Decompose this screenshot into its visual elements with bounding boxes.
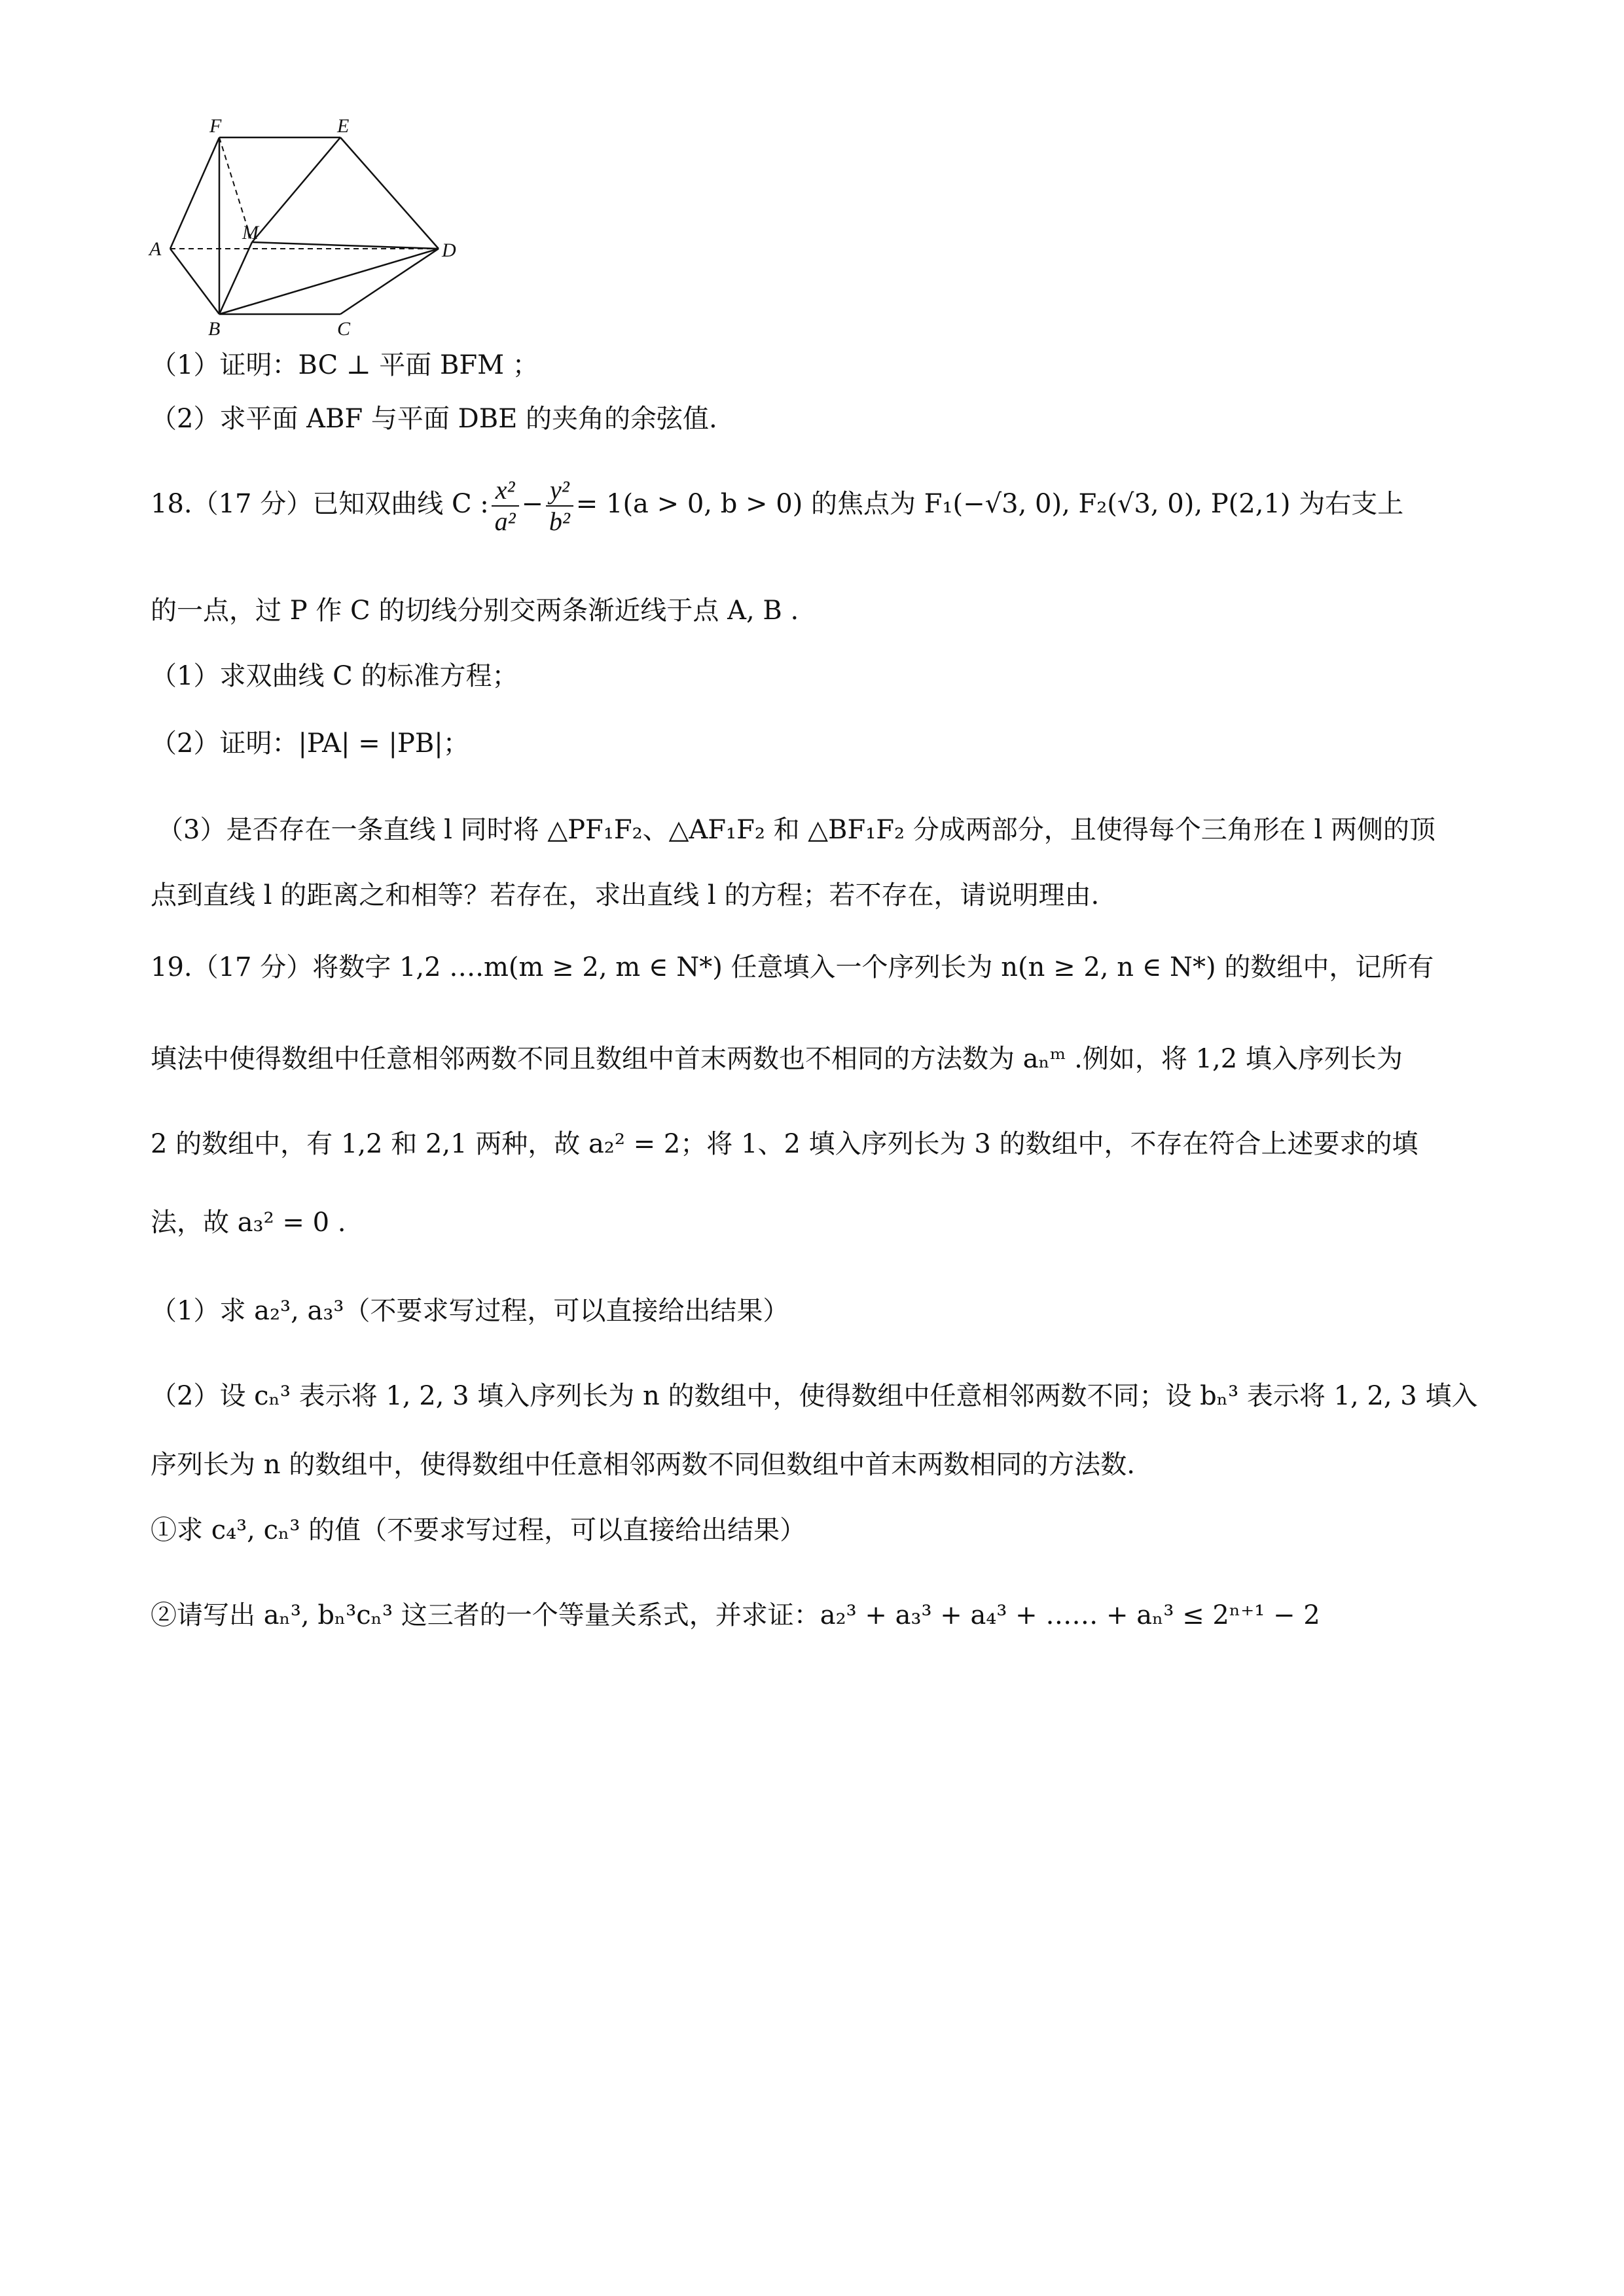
q19-sub1: ①求 c₄³, cₙ³ 的值（不要求写过程，可以直接给出结果） [151,1515,806,1545]
q19-sub2: ②请写出 aₙ³, bₙ³cₙ³ 这三者的一个等量关系式，并求证：a₂³ + a₃³ + a₄³ + …… + aₙ³ ≤ 2ⁿ⁺¹ − 2 [151,1600,1320,1630]
frac2-numerator: y² [546,475,573,507]
label-C: C [337,318,351,340]
q19-line1: 19.（17 分）将数字 1,2 ….m(m ≥ 2, m ∈ N*) 任意填入一个序列长为 n(n ≥ 2, n ∈ N*) 的数组中，记所有 [151,952,1434,982]
q18-part2: （2）证明：|PA| = |PB|； [151,728,469,759]
q18-part1: （1）求双曲线 C 的标准方程； [151,661,518,691]
label-D: D [442,240,456,261]
frac1-numerator: x² [492,475,519,507]
q19-part2-line1: （2）设 cₙ³ 表示将 1, 2, 3 填入序列长为 n 的数组中，使得数组中任意相邻两数不同；设 bₙ³ 表示将 1, 2, 3 填入 [151,1381,1478,1411]
q17-part2: （2）求平面 ABF 与平面 DBE 的夹角的余弦值. [151,404,717,434]
fraction-x2-a2 [492,475,519,537]
label-A: A [149,238,162,260]
label-B: B [208,318,221,340]
q19-part1: （1）求 a₂³, a₃³（不要求写过程，可以直接给出结果） [151,1296,789,1326]
geometry-figure [144,118,484,340]
polyhedron-diagram [144,118,484,340]
fraction-y2-b2 [546,475,573,537]
q19-line2: 填法中使得数组中任意相邻两数不同且数组中首末两数也不相同的方法数为 aₙᵐ .例如，将 1,2 填入序列长为 [151,1044,1403,1074]
label-E: E [337,118,350,137]
q17-part1: （1）证明：BC ⊥ 平面 BFM ； [151,350,539,380]
frac2-denominator: b² [549,507,570,536]
q18-part3-line1: （3）是否存在一条直线 l 同时将 △PF₁F₂、△AF₁F₂ 和 △BF₁F₂ 分成两部分，且使得每个三角形在 l 两侧的顶 [157,815,1435,845]
q18-part3-line2: 点到直线 l 的距离之和相等？若存在，求出直线 l 的方程；若不存在，请说明理由. [151,880,1100,910]
label-M: M [242,222,259,243]
q19-part2-line2: 序列长为 n 的数组中，使得数组中任意相邻两数不同但数组中首末两数相同的方法数. [151,1450,1135,1480]
q18-intro-prefix: 18.（17 分）已知双曲线 C : [151,489,489,519]
q18-intro-suffix: = 1(a > 0, b > 0) 的焦点为 F₁(−√3, 0), F₂(√3, 0), P(2,1) 为右支上 [575,489,1404,519]
q18-intro [151,471,1403,537]
q18-line2: 的一点，过 P 作 C 的切线分别交两条渐近线于点 A, B . [151,596,799,626]
q19-line3: 2 的数组中，有 1,2 和 2,1 两种，故 a₂² = 2；将 1、2 填入序列长为 3 的数组中，不存在符合上述要求的填 [151,1129,1418,1159]
q19-line4: 法，故 a₃² = 0 . [151,1208,346,1238]
frac1-denominator: a² [494,507,516,536]
label-F: F [209,118,222,137]
minus-sign: − [521,489,544,519]
